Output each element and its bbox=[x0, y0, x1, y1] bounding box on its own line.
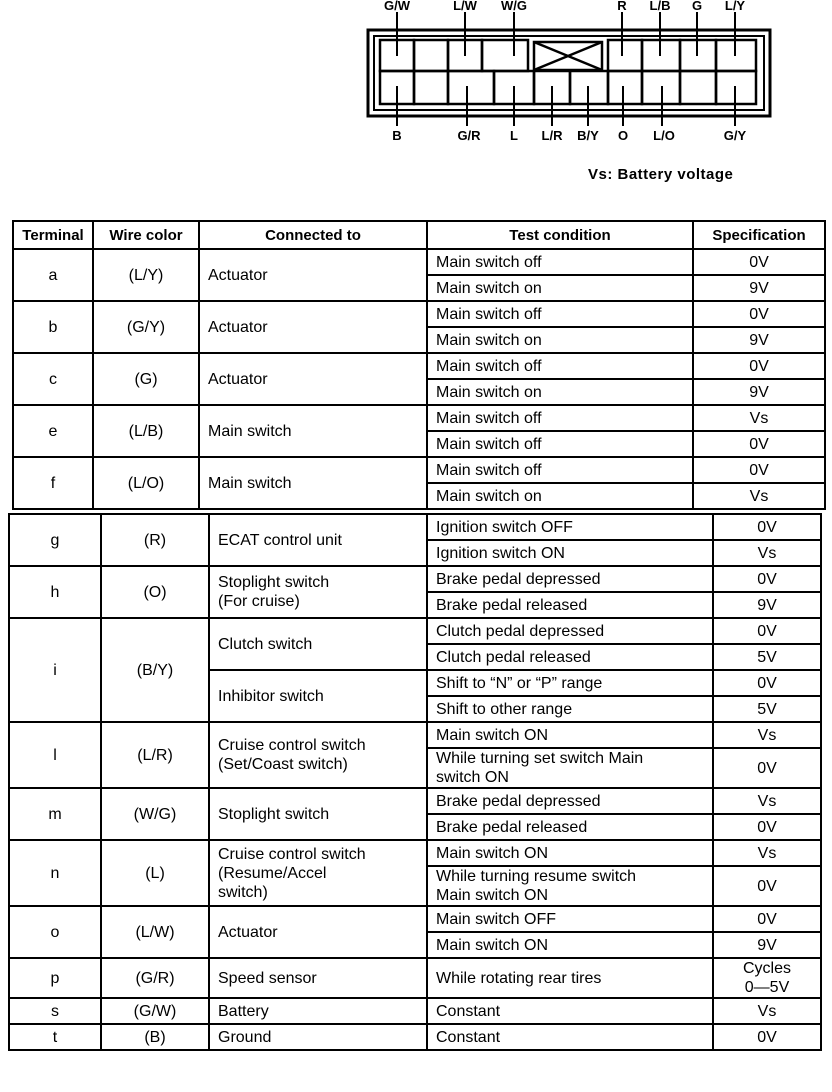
test-condition-cell: Constant bbox=[427, 1024, 713, 1050]
pin-label: L/B bbox=[649, 0, 671, 13]
test-condition-cell: Main switch ON bbox=[427, 722, 713, 748]
wire-color-cell: (O) bbox=[101, 566, 209, 618]
test-condition-cell: Main switch on bbox=[427, 275, 693, 301]
specification-cell: 0V bbox=[713, 1024, 821, 1050]
table-row bbox=[9, 840, 821, 866]
header-terminal: Terminal bbox=[13, 221, 93, 249]
wire-color-cell: (R) bbox=[101, 514, 209, 566]
wire-color-cell: (L/W) bbox=[101, 906, 209, 958]
test-condition-cell: While turning set switch Main switch ON bbox=[427, 748, 713, 788]
specification-cell: 9V bbox=[713, 932, 821, 958]
terminal-cell: l bbox=[9, 722, 101, 788]
terminal-cell: g bbox=[9, 514, 101, 566]
specification-cell: Vs bbox=[693, 405, 825, 431]
pin-label: G/W bbox=[384, 0, 410, 13]
connected-to-cell: Ground bbox=[209, 1024, 427, 1050]
connected-to-cell: Main switch bbox=[199, 405, 427, 457]
pin-labels-bottom bbox=[392, 128, 746, 143]
table-row bbox=[9, 566, 821, 592]
header-specification: Specification bbox=[693, 221, 825, 249]
terminal-cell: f bbox=[13, 457, 93, 509]
specification-cell: 9V bbox=[693, 327, 825, 353]
pin-label: B/Y bbox=[577, 128, 599, 143]
pin-label: L/R bbox=[541, 128, 563, 143]
terminal-cell: o bbox=[9, 906, 101, 958]
table-row bbox=[13, 249, 825, 275]
pin-labels-top bbox=[384, 0, 745, 13]
table-row bbox=[13, 301, 825, 327]
terminal-table-upper bbox=[12, 220, 826, 510]
wire-color-cell: (L/R) bbox=[101, 722, 209, 788]
wire-color-cell: (W/G) bbox=[101, 788, 209, 840]
connected-to-cell: Actuator bbox=[199, 301, 427, 353]
test-condition-cell: Main switch OFF bbox=[427, 906, 713, 932]
connector-cavities bbox=[380, 40, 756, 104]
connected-to-cell: Actuator bbox=[199, 353, 427, 405]
specification-cell: 5V bbox=[713, 644, 821, 670]
wire-color-cell: (L/B) bbox=[93, 405, 199, 457]
connected-to-cell: Cruise control switch (Resume/Accel switch) bbox=[209, 840, 427, 906]
table-row bbox=[13, 353, 825, 379]
connected-to-cell: Stoplight switch (For cruise) bbox=[209, 566, 427, 618]
pin-label: G bbox=[691, 0, 703, 13]
terminal-cell: s bbox=[9, 998, 101, 1024]
pin-label: B bbox=[392, 128, 402, 143]
terminal-cell: t bbox=[9, 1024, 101, 1050]
pin-label: L/W bbox=[453, 0, 477, 13]
terminal-table-lower bbox=[8, 513, 822, 1051]
connected-to-cell: Actuator bbox=[199, 249, 427, 301]
connected-to-cell: Stoplight switch bbox=[209, 788, 427, 840]
table-row bbox=[9, 722, 821, 748]
specification-cell: Vs bbox=[693, 483, 825, 509]
specification-cell: 0V bbox=[693, 353, 825, 379]
test-condition-cell: Main switch ON bbox=[427, 840, 713, 866]
specification-cell: 0V bbox=[713, 514, 821, 540]
specification-cell: 0V bbox=[713, 748, 821, 788]
terminal-cell: h bbox=[9, 566, 101, 618]
test-condition-cell: Brake pedal released bbox=[427, 814, 713, 840]
table-row bbox=[9, 906, 821, 932]
wire-color-cell: (G/Y) bbox=[93, 301, 199, 353]
test-condition-cell: Main switch off bbox=[427, 405, 693, 431]
test-condition-cell: Main switch off bbox=[427, 431, 693, 457]
wire-color-cell: (G) bbox=[93, 353, 199, 405]
table-row bbox=[9, 998, 821, 1024]
test-condition-cell: Shift to other range bbox=[427, 696, 713, 722]
connected-to-cell: Inhibitor switch bbox=[209, 670, 427, 722]
connected-to-cell: Cruise control switch (Set/Coast switch) bbox=[209, 722, 427, 788]
specification-cell: 0V bbox=[693, 431, 825, 457]
pin-label: L/Y bbox=[724, 0, 746, 13]
wire-color-cell: (L) bbox=[101, 840, 209, 906]
terminal-cell: m bbox=[9, 788, 101, 840]
test-condition-cell: While turning resume switch Main switch ON bbox=[427, 866, 713, 906]
terminal-cell: e bbox=[13, 405, 93, 457]
wire-color-cell: (B/Y) bbox=[101, 618, 209, 722]
specification-cell: 0V bbox=[713, 566, 821, 592]
test-condition-cell: While rotating rear tires bbox=[427, 958, 713, 998]
specification-cell: 5V bbox=[713, 696, 821, 722]
table-row bbox=[9, 514, 821, 540]
table-row bbox=[9, 958, 821, 998]
test-condition-cell: Main switch off bbox=[427, 301, 693, 327]
specification-cell: Vs bbox=[713, 998, 821, 1024]
pin-label: R bbox=[617, 0, 627, 13]
connected-to-cell: Clutch switch bbox=[209, 618, 427, 670]
test-condition-cell: Clutch pedal released bbox=[427, 644, 713, 670]
specification-cell: Vs bbox=[713, 540, 821, 566]
test-condition-cell: Main switch ON bbox=[427, 932, 713, 958]
terminal-cell: i bbox=[9, 618, 101, 722]
specification-cell: Vs bbox=[713, 722, 821, 748]
specification-cell: Vs bbox=[713, 788, 821, 814]
test-condition-cell: Main switch on bbox=[427, 483, 693, 509]
test-condition-cell: Shift to “N” or “P” range bbox=[427, 670, 713, 696]
pin-label: O bbox=[617, 128, 629, 143]
header-test-condition: Test condition bbox=[427, 221, 693, 249]
specification-cell: 9V bbox=[693, 275, 825, 301]
specification-cell: 0V bbox=[713, 670, 821, 696]
table-row bbox=[9, 618, 821, 644]
pin-label: G/R bbox=[457, 128, 481, 143]
wire-color-cell: (L/Y) bbox=[93, 249, 199, 301]
wire-color-cell: (G/R) bbox=[101, 958, 209, 998]
connected-to-cell: Battery bbox=[209, 998, 427, 1024]
connected-to-cell: ECAT control unit bbox=[209, 514, 427, 566]
specification-cell: 0V bbox=[713, 906, 821, 932]
terminal-cell: n bbox=[9, 840, 101, 906]
specification-cell: 0V bbox=[693, 301, 825, 327]
test-condition-cell: Brake pedal released bbox=[427, 592, 713, 618]
specification-cell: 0V bbox=[693, 249, 825, 275]
table-row bbox=[13, 457, 825, 483]
header-wire-color: Wire color bbox=[93, 221, 199, 249]
table-row bbox=[9, 1024, 821, 1050]
specification-cell: Vs bbox=[713, 840, 821, 866]
pin-label: W/G bbox=[501, 0, 527, 13]
test-condition-cell: Main switch off bbox=[427, 249, 693, 275]
specification-cell: 0V bbox=[713, 618, 821, 644]
test-condition-cell: Brake pedal depressed bbox=[427, 788, 713, 814]
battery-voltage-note: Vs: Battery voltage bbox=[588, 166, 734, 183]
specification-cell: 0V bbox=[713, 814, 821, 840]
wire-color-cell: (L/O) bbox=[93, 457, 199, 509]
connected-to-cell: Actuator bbox=[209, 906, 427, 958]
test-condition-cell: Main switch off bbox=[427, 457, 693, 483]
test-condition-cell: Ignition switch OFF bbox=[427, 514, 713, 540]
test-condition-cell: Constant bbox=[427, 998, 713, 1024]
specification-cell: 0V bbox=[693, 457, 825, 483]
test-condition-cell: Ignition switch ON bbox=[427, 540, 713, 566]
table-row bbox=[13, 405, 825, 431]
terminal-cell: b bbox=[13, 301, 93, 353]
pin-label: L bbox=[510, 128, 518, 143]
header-connected-to: Connected to bbox=[199, 221, 427, 249]
pin-label: L/O bbox=[653, 128, 675, 143]
pin-label: G/Y bbox=[723, 128, 747, 143]
terminal-cell: a bbox=[13, 249, 93, 301]
test-condition-cell: Clutch pedal depressed bbox=[427, 618, 713, 644]
specification-cell: 0V bbox=[713, 866, 821, 906]
terminal-cell: p bbox=[9, 958, 101, 998]
test-condition-cell: Brake pedal depressed bbox=[427, 566, 713, 592]
test-condition-cell: Main switch on bbox=[427, 379, 693, 405]
table-row bbox=[9, 788, 821, 814]
specification-cell: 9V bbox=[693, 379, 825, 405]
wire-color-cell: (G/W) bbox=[101, 998, 209, 1024]
table-header-row bbox=[13, 221, 825, 249]
terminal-cell: c bbox=[13, 353, 93, 405]
test-condition-cell: Main switch off bbox=[427, 353, 693, 379]
connected-to-cell: Speed sensor bbox=[209, 958, 427, 998]
test-condition-cell: Main switch on bbox=[427, 327, 693, 353]
wire-color-cell: (B) bbox=[101, 1024, 209, 1050]
specification-cell: Cycles 0—5V bbox=[713, 958, 821, 998]
connected-to-cell: Main switch bbox=[199, 457, 427, 509]
specification-cell: 9V bbox=[713, 592, 821, 618]
